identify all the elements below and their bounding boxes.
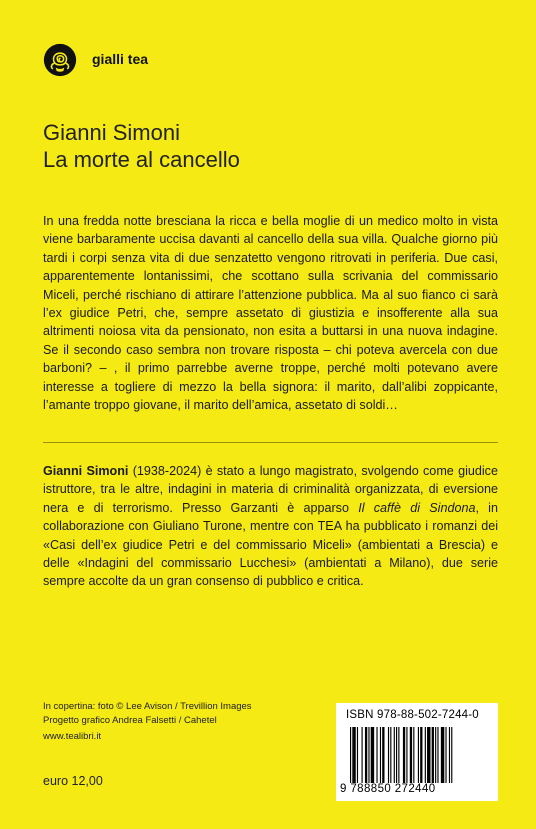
price: euro 12,00 [43, 774, 103, 788]
book-author: Gianni Simoni [43, 120, 180, 145]
bio-book-title: Il caffè di Sindona [358, 500, 476, 515]
website: www.tealibri.it [43, 731, 102, 742]
ean-digits: 9 788850 272440 [340, 783, 436, 795]
publisher-brand: gialli tea [92, 51, 149, 67]
barcode-icon [350, 727, 494, 783]
section-divider [43, 442, 498, 443]
book-title: La morte al cancello [43, 147, 240, 172]
rose-icon [43, 43, 77, 77]
author-bio [43, 462, 498, 591]
barcode-panel [336, 703, 498, 801]
bio-text-1: (1938-2024) è stato a lungo magistrato, svolgendo come giudice istruttore, tra le altre, indagini in materia di criminalità organizzata, di eversione nera e di terrorismo. Presso Garzanti è apparso [43, 464, 498, 515]
cover-credit: In copertina: foto © Lee Avison / Trevillion Images [43, 701, 252, 712]
isbn-label: ISBN 978-88-502-7244-0 [346, 709, 479, 721]
synopsis: In una fredda notte bresciana la ricca e bella moglie di un medico molto in vista viene barbaramente uccisa davanti al cancello della sua villa. Qualche giorno più tardi i corpi senza vita di due senzatetto vengono ritrovati in periferia. Due casi, apparentemente lontanissimi, che scottano sulla scrivania del commissario Miceli, perché rischiano di attirare l’attenzione pubblica. Ma al suo fianco ci sarà l’ex giudice Petri, che, sempre assetato di giustizia e insofferente alla sua altrimenti noiosa vita da pensionato, non esita a buttarsi in una nuova indagine. Se il secondo caso sembra non trovare risposta – chi poteva avercela con due barboni? – , il primo parrebbe averne troppe, perché molti potevano avere interesse a togliere di mezzo la bella signora: il marito, dall’alibi zoppicante, l’amante troppo giovane, il marito dell’amica, assetato di soldi… [43, 214, 498, 413]
bio-text-2: , in collaborazione con Giuliano Turone, mentre con TEA ha pubblicato i romanzi dei «Casi dell’ex giudice Petri e del commissario Miceli» (ambientati a Brescia) e delle «Indagini del commissario Lucchesi» (ambientati a Milano), due serie sempre accolte da un gran consenso di pubblico e critica. [43, 500, 498, 589]
credits [43, 700, 252, 728]
design-credit: Progetto grafico Andrea Falsetti / Cahetel [43, 715, 217, 726]
bio-author-name: Gianni Simoni [43, 464, 129, 478]
